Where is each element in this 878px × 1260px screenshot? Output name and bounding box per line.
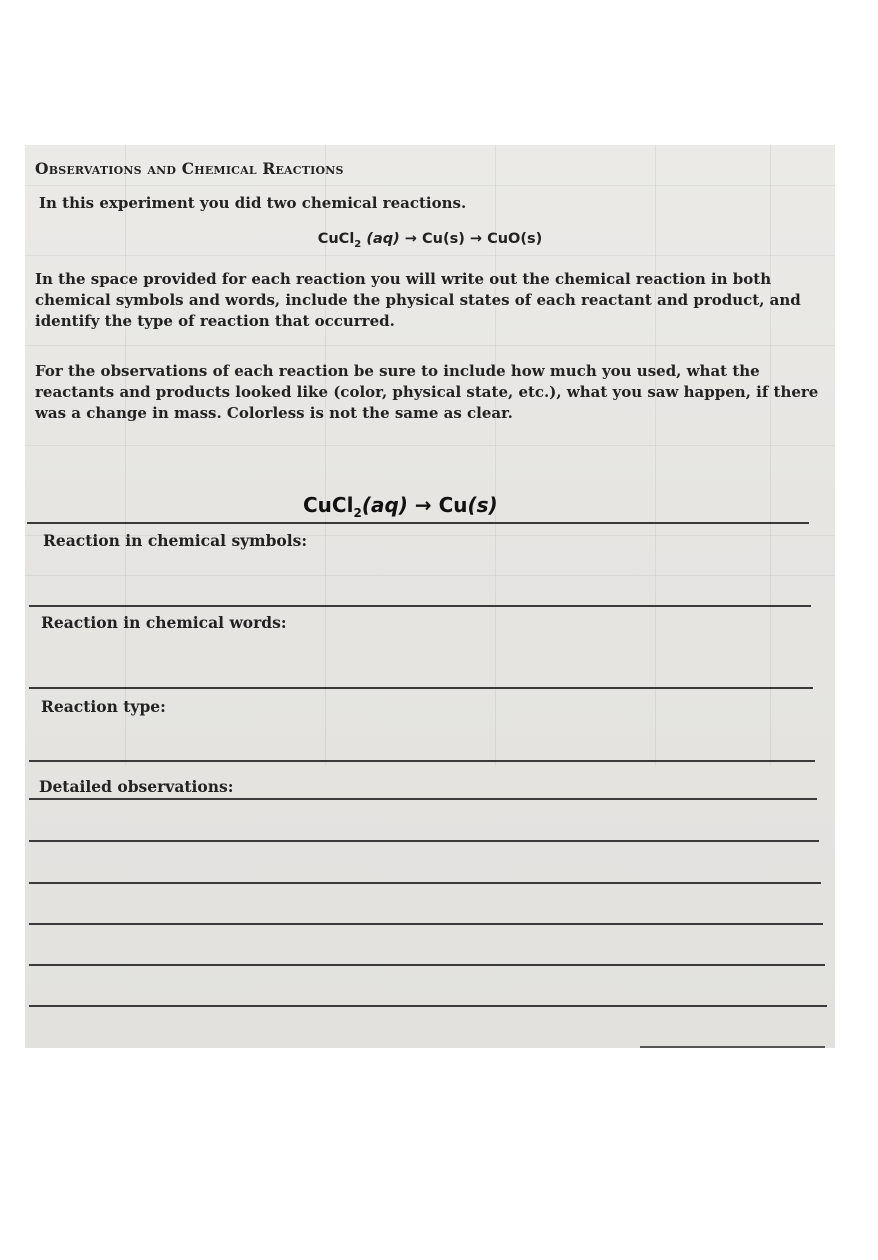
observations-paragraph: For the observations of each reaction be sure to include how much you used, what the reactants and products looked like (color, physical state, etc.), what you saw happen, if there was a change in mass. Colorless is not the same as clear. <box>35 362 819 422</box>
eq-middle: Cu(s) <box>421 231 465 247</box>
instructions-paragraph: In the space provided for each reaction you will write out the chemical reaction in both chemical symbols and words, include the physical states of each reactant and product, and identify the type of reaction that occurred. <box>35 270 801 330</box>
type-answer-line[interactable] <box>29 687 813 689</box>
words-answer-line[interactable] <box>29 605 811 607</box>
observations-answer-line-5[interactable] <box>29 923 823 925</box>
eq-reactant-state: (aq) <box>361 231 400 247</box>
eq-reactant-subscript: 2 <box>354 238 362 250</box>
eq-product: CuO(s) <box>487 231 543 247</box>
intro-text: In this experiment you did two chemical reactions. <box>39 194 467 212</box>
observations-answer-line-2[interactable] <box>29 798 817 800</box>
observations-answer-line-3[interactable] <box>29 840 819 842</box>
section-heading: Observations and Chemical Reactions <box>35 159 344 178</box>
reaction-equation <box>303 493 498 520</box>
page-bottom-line <box>640 1046 825 1048</box>
words-label: Reaction in chemical words: <box>41 613 287 632</box>
eq-arrow-1: → <box>399 231 422 247</box>
eq-arrow-2: → <box>464 231 488 247</box>
eq-reactant: CuCl <box>317 231 355 247</box>
rxn-reactant-subscript: 2 <box>353 506 362 520</box>
observations-answer-line-6[interactable] <box>29 964 825 966</box>
observations-answer-line-7[interactable] <box>29 1005 827 1007</box>
type-label: Reaction type: <box>41 697 166 716</box>
rxn-product-state: (s) <box>467 493 498 517</box>
rxn-reactant: CuCl <box>303 493 354 517</box>
observations-label: Detailed observations: <box>39 777 234 796</box>
rxn-reactant-state: (aq) <box>361 493 408 517</box>
reaction-sequence <box>25 231 835 250</box>
rxn-product: Cu <box>438 493 468 517</box>
rxn-arrow: → <box>407 493 439 517</box>
symbols-answer-line[interactable] <box>27 522 809 524</box>
worksheet-page <box>25 145 835 1048</box>
symbols-label: Reaction in chemical symbols: <box>43 531 308 550</box>
observations-answer-line-4[interactable] <box>29 882 821 884</box>
observations-answer-line-1[interactable] <box>29 760 815 762</box>
